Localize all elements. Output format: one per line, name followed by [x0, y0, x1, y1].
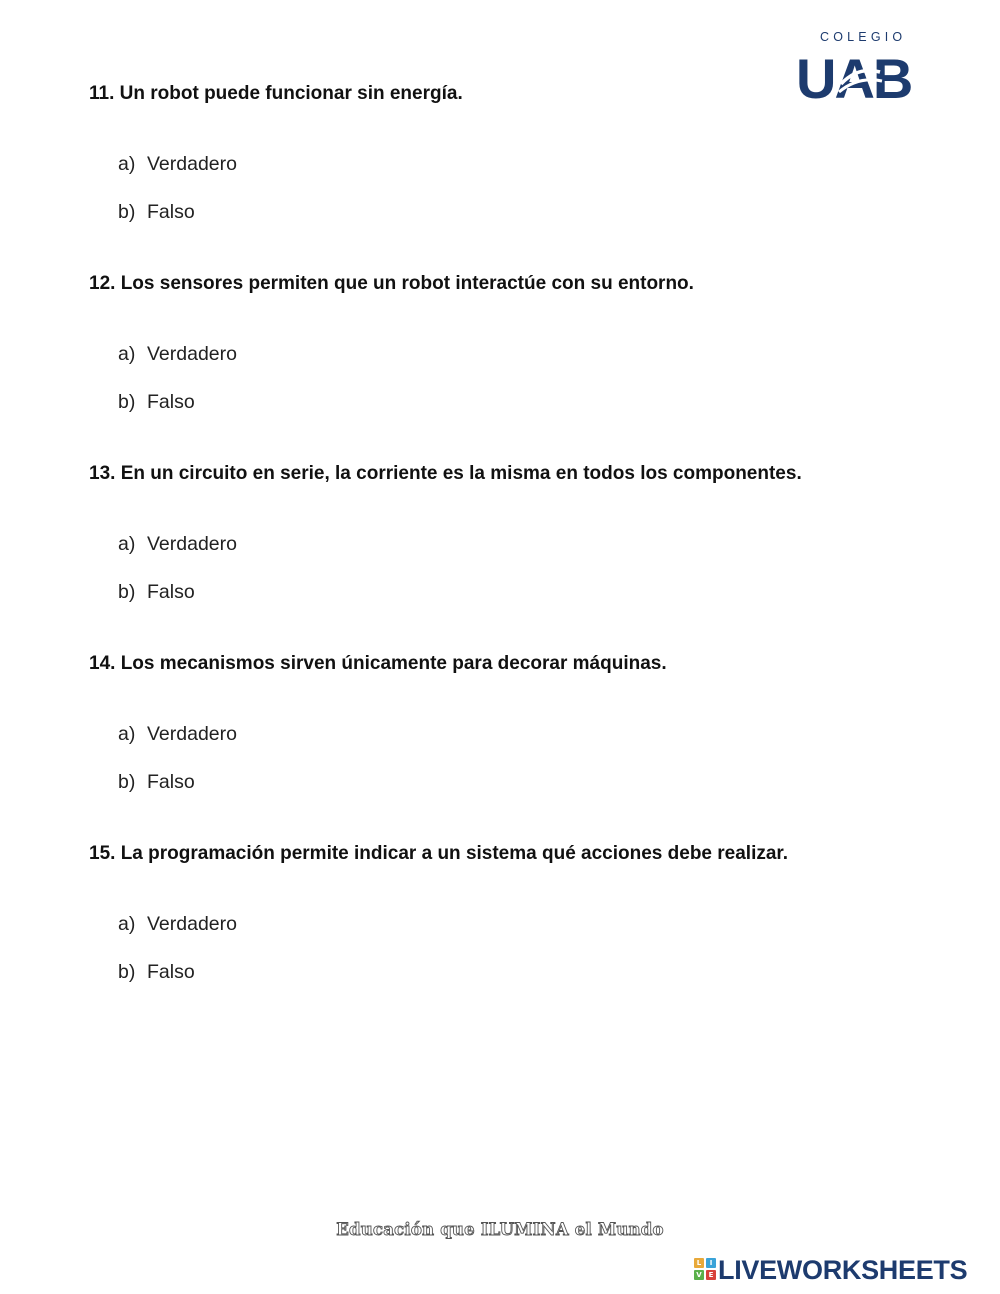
badge-block: I [706, 1258, 716, 1268]
option-label: Falso [147, 581, 195, 603]
option-letter: b) [118, 771, 136, 793]
option-label: Verdadero [147, 723, 237, 745]
option-letter: b) [118, 391, 136, 413]
option-a[interactable] [118, 533, 237, 556]
uab-logo-mark [796, 52, 936, 102]
option-a[interactable] [118, 723, 237, 746]
option-label: Falso [147, 391, 195, 413]
option-a[interactable] [118, 153, 237, 176]
option-label: Verdadero [147, 343, 237, 365]
footer-motto: Educación que ILUMINA el Mundo [336, 1220, 664, 1239]
option-label: Falso [147, 961, 195, 983]
option-letter: a) [118, 533, 136, 555]
option-letter: a) [118, 723, 136, 745]
option-label: Verdadero [147, 913, 237, 935]
badge-block: L [694, 1258, 704, 1268]
liveworksheets-text: LIVEWORKSHEETS [718, 1255, 968, 1285]
logo-main-text: UAB [796, 52, 912, 102]
option-label: Verdadero [147, 533, 237, 555]
question-15: 15. La programación permite indicar a un sistema qué acciones debe realizar. [89, 843, 789, 864]
badge-block: E [706, 1270, 716, 1280]
option-letter: a) [118, 913, 136, 935]
option-label: Falso [147, 201, 195, 223]
question-11: 11. Un robot puede funcionar sin energía. [89, 83, 463, 104]
badge-block: V [694, 1270, 704, 1280]
question-13: 13. En un circuito en serie, la corriente es la misma en todos los componentes. [89, 463, 802, 484]
option-a[interactable] [118, 913, 237, 936]
option-a[interactable] [118, 343, 237, 366]
liveworksheets-watermark [694, 1255, 994, 1285]
question-12: 12. Los sensores permiten que un robot interactúe con su entorno. [89, 273, 694, 294]
option-b[interactable] [118, 391, 195, 414]
option-label: Falso [147, 771, 195, 793]
option-letter: a) [118, 153, 136, 175]
option-b[interactable] [118, 581, 195, 604]
option-b[interactable] [118, 771, 195, 794]
option-letter: a) [118, 343, 136, 365]
option-letter: b) [118, 581, 136, 603]
school-logo [796, 30, 936, 102]
option-b[interactable] [118, 201, 195, 224]
option-letter: b) [118, 201, 136, 223]
option-label: Verdadero [147, 153, 237, 175]
logo-subtitle: COLEGIO [820, 30, 907, 44]
question-14: 14. Los mecanismos sirven únicamente para decorar máquinas. [89, 653, 667, 674]
option-b[interactable] [118, 961, 195, 984]
liveworksheets-icon [694, 1258, 716, 1280]
option-letter: b) [118, 961, 136, 983]
